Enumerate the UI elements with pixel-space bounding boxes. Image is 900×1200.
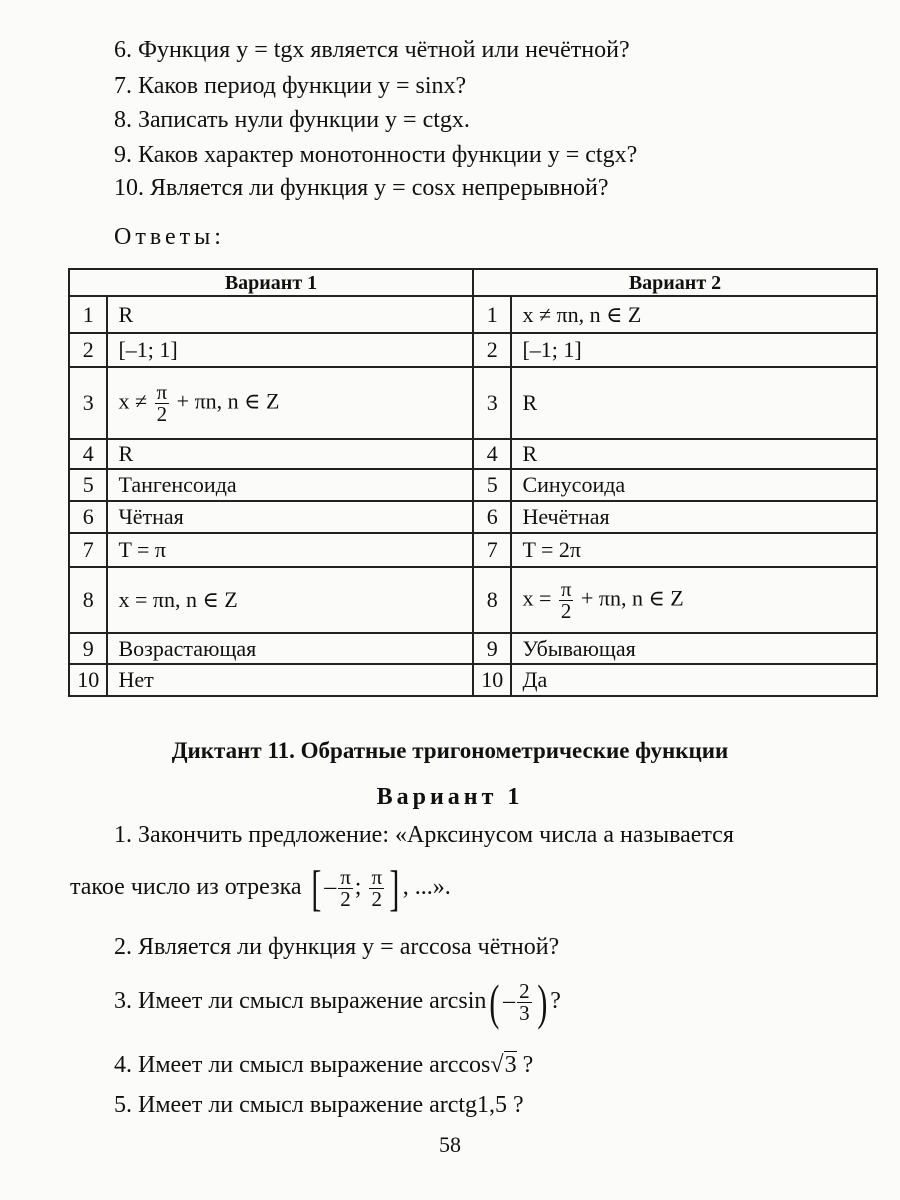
q3: 3. Имеет ли смысл выражение arcsin( – $\frac{2}{3}$ ) ? [114,974,561,1031]
answer-cell: [–1; 1] [107,333,473,367]
row-number: 2 [473,333,511,367]
left-bracket: [ [310,860,321,917]
answer-cell: Чётная [107,501,473,533]
table-row [69,633,877,664]
q4: 4. Имеет ли смысл выражение arccos√3 ? [114,1052,534,1078]
header-variant-2: Вариант 2 [473,269,877,296]
q1-line2: такое число из отрезка [ – $\frac{\pi}{2}$ ; $\frac{\pi}{2}$ ] , ...». [70,860,451,917]
answer-cell: T = 2π [511,533,877,567]
answer-cell: Нет [107,664,473,696]
answer-cell: x ≠ $\frac{\pi}{2}$ + πn, n ∈ Z [107,367,473,439]
row-number: 9 [69,633,107,664]
answer-cell: Возрастающая [107,633,473,664]
q2: 2. Является ли функция y = arccosa чётной? [114,934,560,960]
row-number: 4 [69,439,107,469]
answer-cell: Тангенсоида [107,469,473,501]
row-number: 7 [473,533,511,567]
answer-cell: R [107,296,473,333]
variant-title: Вариант 1 [376,784,524,810]
q5: 5. Имеет ли смысл выражение arctg1,5 ? [114,1092,524,1118]
answer-cell: T = π [107,533,473,567]
answer-cell: R [511,439,877,469]
row-number: 10 [473,664,511,696]
row-number: 5 [473,469,511,501]
fraction: $\frac{\pi}{2}$ [340,864,351,911]
row-number: 3 [69,367,107,439]
question-10: 10. Является ли функция y = cosx непрерывной? [114,175,609,201]
row-number: 1 [69,296,107,333]
answer-cell: Да [511,664,877,696]
answers-table [68,268,878,697]
answer-cell: R [107,439,473,469]
row-number: 6 [69,501,107,533]
answer-cell: x = $\frac{\pi}{2}$ + πn, n ∈ Z [511,567,877,633]
fraction: $\frac{\pi}{2}$ [560,576,572,623]
table-row [69,469,877,501]
table-row [69,533,877,567]
fraction: $\frac{\pi}{2}$ [371,864,383,911]
answer-cell: Синусоида [511,469,877,501]
row-number: 9 [473,633,511,664]
fraction: $\frac{\pi}{2}$ [156,379,168,426]
right-bracket: ] [389,860,400,917]
header-variant-1: Вариант 1 [69,269,473,296]
answer-cell: x ≠ πn, n ∈ Z [511,296,877,333]
section-title: Диктант 11. Обратные тригонометрические функции [171,738,729,763]
row-number: 5 [69,469,107,501]
table-row [69,439,877,469]
page-number: 58 [439,1132,461,1157]
table-row [69,501,877,533]
row-number: 1 [473,296,511,333]
answers-heading: Ответы: [114,224,225,250]
row-number: 8 [473,567,511,633]
table-row [69,367,877,439]
answer-cell: x = πn, n ∈ Z [107,567,473,633]
answer-cell: R [511,367,877,439]
table-row [69,664,877,696]
row-number: 7 [69,533,107,567]
answer-cell: [–1; 1] [511,333,877,367]
table-row [69,567,877,633]
row-number: 4 [473,439,511,469]
row-number: 3 [473,367,511,439]
question-6: 6. Функция y = tgx является чётной или нечётной? [114,37,630,63]
answer-cell: Убывающая [511,633,877,664]
question-9: 9. Каков характер монотонности функции y = ctgx? [114,142,638,168]
question-8: 8. Записать нули функции y = ctgx. [114,107,470,133]
question-7: 7. Каков период функции y = sinx? [114,73,467,99]
row-number: 2 [69,333,107,367]
row-number: 8 [69,567,107,633]
q1-line1: 1. Закончить предложение: «Арксинусом числа a называется [114,822,734,848]
table-row [69,333,877,367]
row-number: 10 [69,664,107,696]
table-row [69,296,877,333]
row-number: 6 [473,501,511,533]
answer-cell: Нечётная [511,501,877,533]
